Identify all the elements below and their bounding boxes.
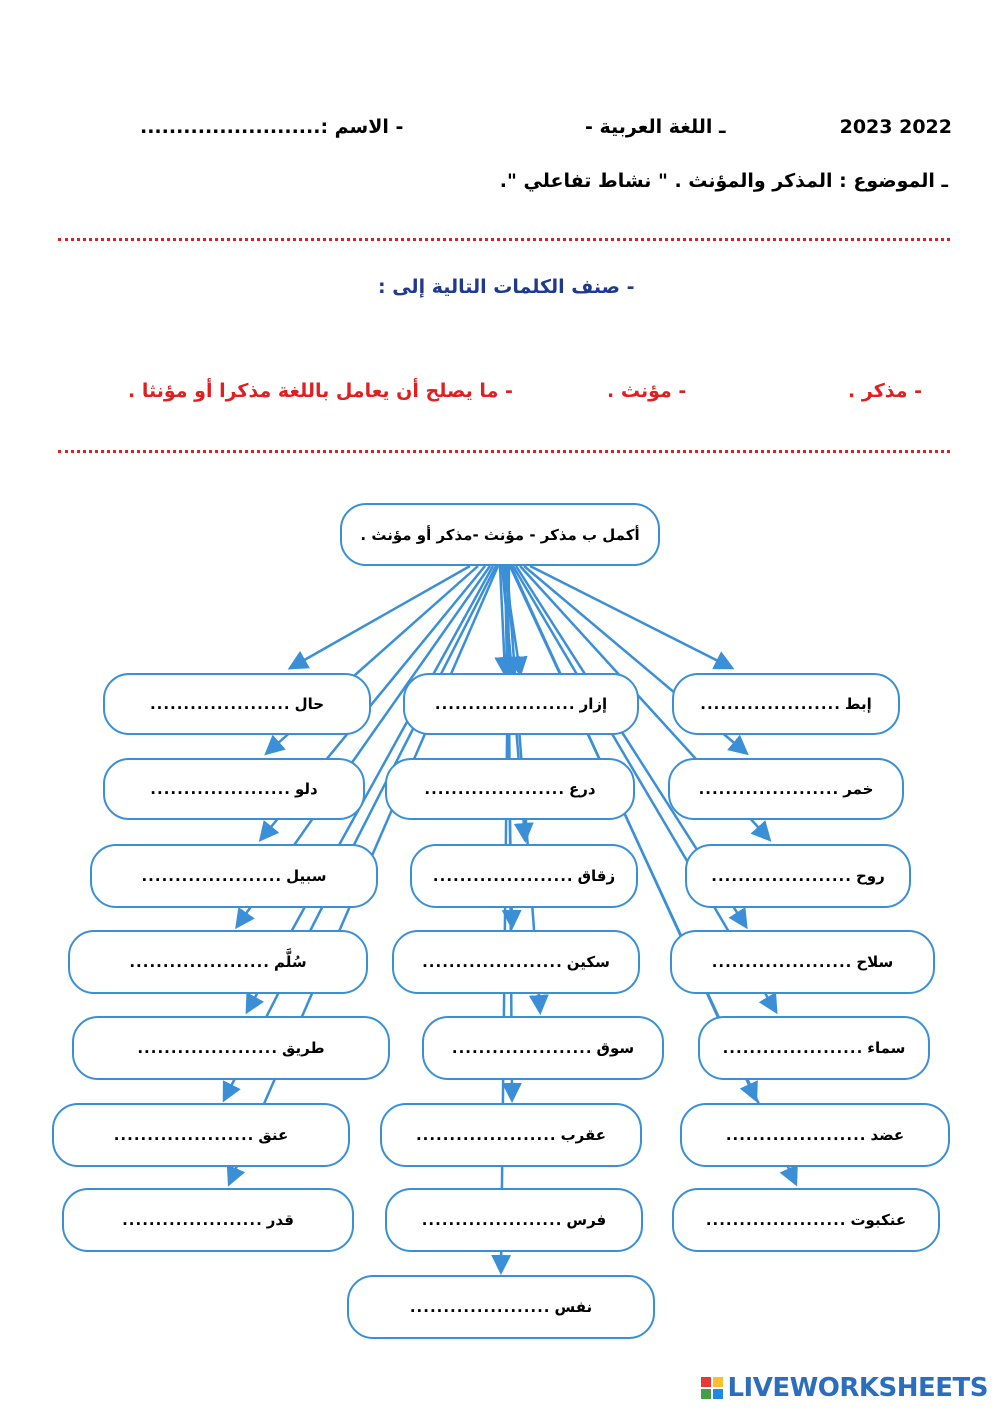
word-label: طريق bbox=[282, 1039, 325, 1057]
word-box-left-5[interactable] bbox=[72, 1016, 390, 1080]
answer-blank[interactable]: ..................... bbox=[705, 1211, 847, 1229]
word-box-left-1[interactable] bbox=[103, 673, 371, 735]
student-name-field[interactable]: - الاسم :......................... bbox=[140, 116, 404, 138]
word-box-middle-7[interactable] bbox=[385, 1188, 643, 1252]
word-label: إبط bbox=[844, 695, 872, 713]
word-box-right-3[interactable] bbox=[685, 844, 911, 908]
word-box-right-7[interactable] bbox=[672, 1188, 940, 1252]
word-box-left-6[interactable] bbox=[52, 1103, 350, 1167]
word-label: عضد bbox=[870, 1126, 905, 1144]
answer-blank[interactable]: ..................... bbox=[725, 1126, 867, 1144]
word-label: سماء bbox=[867, 1039, 906, 1057]
answer-blank[interactable]: ..................... bbox=[150, 780, 291, 798]
word-box-left-7[interactable] bbox=[62, 1188, 354, 1252]
word-box-right-2[interactable] bbox=[668, 758, 904, 820]
word-label: سبيل bbox=[286, 867, 327, 885]
word-box-left-2[interactable] bbox=[103, 758, 365, 820]
logo-square-yellow bbox=[713, 1377, 723, 1387]
logo-mark-icon bbox=[701, 1377, 723, 1399]
word-label: روح bbox=[855, 867, 885, 885]
word-label: سُلَّم bbox=[274, 953, 307, 971]
instruction-title: - صنف الكلمات التالية إلى : bbox=[378, 276, 635, 298]
word-label: عنكبوت bbox=[850, 1211, 907, 1229]
word-box-middle-5[interactable] bbox=[422, 1016, 664, 1080]
diagram-root-label: أكمل ب مذكر - مؤنث -مذكر أو مؤنث . bbox=[360, 525, 640, 544]
word-box-middle-2[interactable] bbox=[385, 758, 635, 820]
word-box-middle-6[interactable] bbox=[380, 1103, 642, 1167]
word-label: قدر bbox=[266, 1211, 294, 1229]
category-feminine: - مؤنث . bbox=[607, 380, 687, 402]
word-box-middle-3[interactable] bbox=[410, 844, 638, 908]
answer-blank[interactable]: ..................... bbox=[409, 1298, 551, 1316]
answer-blank[interactable]: ..................... bbox=[122, 1211, 263, 1229]
word-label: سوق bbox=[596, 1039, 635, 1057]
answer-blank[interactable]: ..................... bbox=[711, 867, 852, 885]
answer-blank[interactable]: ..................... bbox=[451, 1039, 593, 1057]
answer-blank[interactable]: ..................... bbox=[432, 867, 574, 885]
word-label: دلو bbox=[294, 780, 318, 798]
answer-blank[interactable]: ..................... bbox=[722, 1039, 864, 1057]
answer-blank[interactable]: ..................... bbox=[434, 695, 576, 713]
answer-blank[interactable]: ..................... bbox=[137, 1039, 279, 1057]
word-label: زقاق bbox=[577, 867, 616, 885]
answer-blank[interactable]: ..................... bbox=[421, 1211, 563, 1229]
word-box-right-1[interactable] bbox=[672, 673, 900, 735]
word-label: عنق bbox=[258, 1126, 289, 1144]
answer-blank[interactable]: ..................... bbox=[415, 1126, 557, 1144]
subject-label: ـ اللغة العربية - bbox=[585, 116, 726, 138]
word-box-right-5[interactable] bbox=[698, 1016, 930, 1080]
answer-blank[interactable]: ..................... bbox=[698, 780, 840, 798]
word-box-right-6[interactable] bbox=[680, 1103, 950, 1167]
diagram-root-box bbox=[340, 503, 660, 566]
answer-blank[interactable]: ..................... bbox=[149, 695, 291, 713]
logo-square-blue bbox=[713, 1389, 723, 1399]
answer-blank[interactable]: ..................... bbox=[129, 953, 271, 971]
word-box-left-4[interactable] bbox=[68, 930, 368, 994]
word-label: نفس bbox=[554, 1298, 593, 1316]
word-label: سلاح bbox=[856, 953, 894, 971]
topic-title: ـ الموضوع : المذكر والمؤنث . " نشاط تفاعلي ". bbox=[499, 170, 948, 192]
word-label: درع bbox=[569, 780, 596, 798]
word-label: عقرب bbox=[560, 1126, 607, 1144]
logo-square-red bbox=[701, 1377, 711, 1387]
brand-name: LIVEWORKSHEETS bbox=[727, 1373, 988, 1403]
word-box-middle-4[interactable] bbox=[392, 930, 640, 994]
answer-blank[interactable]: ..................... bbox=[711, 953, 853, 971]
answer-blank[interactable]: ..................... bbox=[141, 867, 283, 885]
word-label: إزار bbox=[579, 695, 608, 713]
word-box-right-4[interactable] bbox=[670, 930, 935, 994]
word-label: حال bbox=[294, 695, 325, 713]
answer-blank[interactable]: ..................... bbox=[700, 695, 841, 713]
arrow-to-right-1 bbox=[530, 566, 730, 667]
liveworksheets-logo bbox=[701, 1373, 988, 1403]
answer-blank[interactable]: ..................... bbox=[424, 780, 566, 798]
school-years: 2022 2023 bbox=[839, 116, 952, 138]
word-label: خمر bbox=[843, 780, 874, 798]
word-box-middle-1[interactable] bbox=[403, 673, 639, 735]
word-label: فرس bbox=[566, 1211, 607, 1229]
word-box-left-3[interactable] bbox=[90, 844, 378, 908]
category-both: - ما يصلح أن يعامل باللغة مذكرا أو مؤنثا . bbox=[128, 380, 513, 402]
category-masculine: - مذكر . bbox=[848, 380, 922, 402]
word-box-middle-8[interactable] bbox=[347, 1275, 655, 1339]
logo-square-green bbox=[701, 1389, 711, 1399]
answer-blank[interactable]: ..................... bbox=[113, 1126, 255, 1144]
answer-blank[interactable]: ..................... bbox=[422, 953, 563, 971]
word-label: سكين bbox=[566, 953, 610, 971]
